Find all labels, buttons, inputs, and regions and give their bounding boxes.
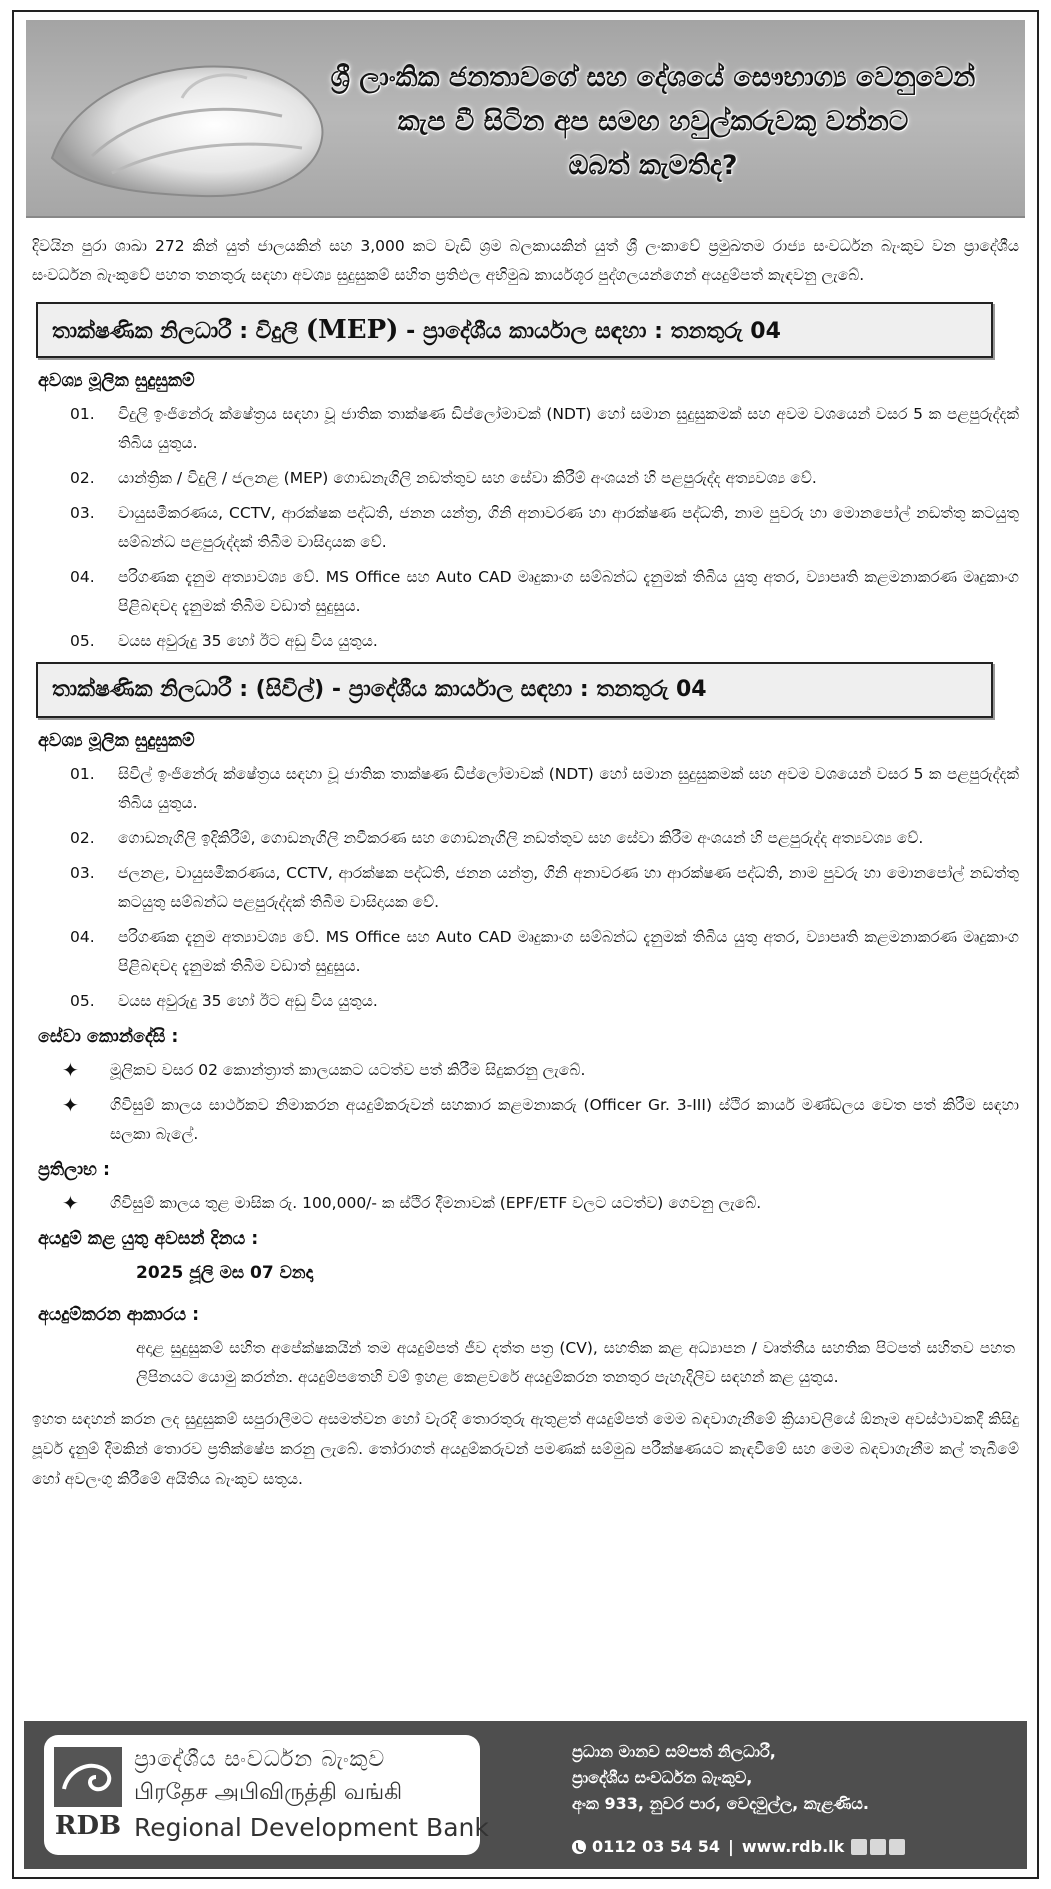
item-number: 01. — [70, 765, 95, 783]
item-text: වයස අවුරුදු 35 හෝ ඊට අඩු විය යුතුය. — [118, 992, 378, 1010]
header-banner — [26, 20, 1025, 218]
address-line-2: ප්‍රාදේශීය සංවර්ධන බැංකුව, — [572, 1768, 753, 1787]
list-item — [70, 499, 1019, 557]
job-title-civil: තාක්ෂණික නිලධාරී : (සිවිල්) - ප්‍රාදේශීය කාර්යාල සඳහා : තනතුරු 04 — [36, 662, 993, 718]
list-item — [70, 627, 1019, 656]
list-item — [62, 1189, 1019, 1218]
job2-requirements-label: අවශ්‍ය මූලික සුදුසුකම් — [38, 731, 195, 751]
youtube-icon[interactable] — [889, 1839, 905, 1855]
item-number: 03. — [70, 864, 95, 882]
phone-icon — [572, 1840, 586, 1854]
rdb-logo-mark — [54, 1747, 122, 1843]
item-text: ගිවිසුම් කාලය තුළ මාසික රු. 100,000/- ක ස්ථිර දීමනාවක් (EPF/ETF වලට යටත්ව) ගෙවනු ලැබේ. — [110, 1194, 762, 1212]
list-item — [70, 824, 1019, 853]
logo-text — [134, 1743, 489, 1847]
conch-shell-illustration — [32, 38, 332, 208]
list-item — [70, 987, 1019, 1016]
postal-address — [572, 1739, 869, 1817]
job1-title-latin: (MEP) — [305, 315, 399, 345]
job1-requirements-label: අවශ්‍ය මූලික සුදුසුකම් — [38, 371, 195, 391]
service-conditions-label: සේවා කොන්දේසි : — [38, 1027, 179, 1047]
logo-abbreviation: RDB — [54, 1811, 122, 1841]
list-item — [70, 464, 1019, 493]
item-text: පරිගණක දැනුම අත්‍යාවශ්‍ය වේ. MS Office සහ Auto CAD මෘදුකාංග සම්බන්ධ දැනුමක් තිබිය යුතු අතර, ව්‍යාපෘති කළමනාකරණ මෘදුකාංග පිළිබඳවද දැනුමක් තිබීම වඩාත් සුදුසුය. — [118, 568, 1019, 615]
item-number: 02. — [70, 829, 95, 847]
item-number: 03. — [70, 504, 95, 522]
job2-requirements-list — [70, 760, 1019, 1016]
benefits-label: ප්‍රතිලාභ : — [38, 1160, 111, 1180]
phone-number: 0112 03 54 54 — [592, 1837, 721, 1856]
list-item — [62, 1091, 1019, 1149]
item-number: 02. — [70, 469, 95, 487]
intro-paragraph: දිවයින පුරා ශාඛා 272 කින් යුත් ජාලයකින් සහ 3,000 කට වැඩි ශ්‍රම බලකායකින් යුත් ශ්‍රී ලංකාවේ ප්‍රමුඛතම රාජ්‍ය සංවර්ධන බැංකුව වන ප්‍රාදේශීය සංවර්ධන බැංකුවේ පහත තනතුරු සඳහා අවශ්‍ය සුදුසුකම් සහිත ප්‍රතිඵල අභිමුඛ කාර්යශූර පුද්ගලයන්ගෙන් අයදුම්පත් කැඳවනු ලැබේ. — [32, 237, 1019, 284]
banner-line-2: කැප වී සිටින අප සමඟ හවුල්කරුවකු වන්නට — [397, 106, 909, 137]
item-text: විදුලි ඉංජිනේරු ක්ෂේත්‍රය සඳහා වූ ජාතික තාක්ෂණ ඩිප්ලෝමාවක් (NDT) හෝ සමාන සුදුසුකමක් සහ අවම වශයෙන් වසර 5 ක පළපුරුද්දක් තිබිය යුතුය. — [118, 405, 1019, 452]
benefits-list — [62, 1189, 1019, 1218]
item-text: වයස අවුරුදු 35 හෝ ඊට අඩු විය යුතුය. — [118, 632, 378, 650]
logo-spiral-icon — [54, 1747, 122, 1807]
banner-headline — [303, 56, 1003, 188]
list-item — [70, 760, 1019, 818]
service-conditions-list — [62, 1056, 1019, 1149]
list-item — [70, 859, 1019, 917]
contact-line — [572, 1835, 905, 1859]
item-text: මූලිකව වසර 02 කොන්ත්‍රාත් කාලයකට යටත්ව පත් කිරීම සිදුකරනු ලැබේ. — [110, 1061, 586, 1079]
social-icons — [848, 1839, 905, 1855]
job1-requirements-list — [70, 400, 1019, 656]
item-number: 04. — [70, 928, 95, 946]
item-number: 01. — [70, 405, 95, 423]
job1-title-a: තාක්ෂණික නිලධාරී : විදුලි — [52, 319, 306, 344]
list-item — [62, 1056, 1019, 1085]
address-line-1: ප්‍රධාන මානව සම්පත් නිලධාරී, — [572, 1742, 776, 1761]
banner-line-1: ශ්‍රී ලාංකික ජනතාවගේ සහ දේශයේ සෞභාග්‍ය වෙනුවෙන් — [330, 62, 976, 93]
advertisement-frame — [12, 10, 1039, 1879]
item-text: සිවිල් ඉංජිනේරු ක්ෂේත්‍රය සඳහා වූ ජාතික තාක්ෂණ ඩිප්ලෝමාවක් (NDT) හෝ සමාන සුදුසුකමක් සහ අවම වශයෙන් වසර 5 ක පළපුරුද්දක් තිබිය යුතුය. — [118, 765, 1019, 812]
logo-name-sinhala: ප්‍රාදේශීය සංවර්ධන බැංකුව — [134, 1747, 386, 1772]
item-text: ගොඩනැගිලි ඉදිකිරීම්, ගොඩනැගිලි නවීකරණ සහ ගොඩනැගිලි නඩත්තුව සහ සේවා කිරීම අංශයන් හි පළපුරුද්ද අත්‍යවශ්‍ය වේ. — [118, 829, 924, 847]
closing-date-value: 2025 ජූලි මස 07 වනදා — [136, 1263, 314, 1283]
list-item — [70, 400, 1019, 458]
logo-name-english: Regional Development Bank — [134, 1813, 489, 1842]
item-number: 05. — [70, 632, 95, 650]
item-number: 05. — [70, 992, 95, 1010]
item-text: ජලනළ, වායුසමීකරණය, CCTV, ආරක්ෂක පද්ධති, ජනන යන්ත්‍ර, ගිනි අනාවරණ හා ආරක්ෂණ පද්ධති, නාම පුවරු හා මොනපෝල් නඩත්තු කටයුතු සම්බන්ධ පළපුරුද්දක් තිබීම වාසිදායක වේ. — [118, 864, 1019, 911]
item-text: පරිගණක දැනුම අත්‍යාවශ්‍ය වේ. MS Office සහ Auto CAD මෘදුකාංග සම්බන්ධ දැනුමක් තිබිය යුතු අතර, ව්‍යාපෘති කළමනාකරණ මෘදුකාංග පිළිබඳවද දැනුමක් තිබීම වඩාත් සුදුසුය. — [118, 928, 1019, 975]
application-method-text: අදාළ සුදුසුකම් සහිත අපේක්ෂකයින් තම අයදුම්පත් ජීව දත්ත පත්‍ර (CV), සහතික කළ අධ්‍යාපන / වෘත්තීය සහතික පිටපත් සහිතව පහත ලිපිනයට යොමු කරන්න. අයදුම්පතෙහි වම් ඉහළ කෙළවරේ අයදුම්කරන තනතුර පැහැදිලිව සඳහන් කළ යුතුය. — [136, 1339, 1015, 1386]
footer-bar — [24, 1721, 1027, 1869]
four-point-star-icon: ✦ — [62, 1093, 79, 1117]
item-text: ගිවිසුම් කාලය සාර්ථකව නිමාකරන අයදුම්කරුවන් සහකාර කළමනාකරු (Officer Gr. 3-III) ස්ථිර කාර්ය මණ්ඩලය වෙත පත් කිරීම සඳහා සලකා බැලේ. — [110, 1096, 1019, 1143]
job1-title-b: - ප්‍රාදේශීය කාර්යාල සඳහා : තනතුරු 04 — [398, 319, 781, 344]
address-line-3: අංක 933, නුවර පාර, වෙදමුල්ල, කැළණිය. — [572, 1794, 869, 1813]
website-link[interactable]: www.rdb.lk — [741, 1837, 845, 1856]
item-number: 04. — [70, 568, 95, 586]
application-method-label: අයදුම්කරන ආකාරය : — [38, 1305, 200, 1325]
rdb-logo — [44, 1735, 489, 1855]
facebook-icon[interactable] — [851, 1839, 867, 1855]
item-text: යාන්ත්‍රික / විදුලි / ජලනළ (MEP) ගොඩනැගිලි නඩත්තුව සහ සේවා කිරීම් අංශයන් හි පළපුරුද්ද අත්‍යවශ්‍ය වේ. — [118, 469, 817, 487]
four-point-star-icon: ✦ — [62, 1191, 79, 1215]
logo-name-tamil: பிரதேச அபிவிருத்தி வங்கி — [134, 1780, 403, 1805]
disclaimer-paragraph: ඉහත සඳහන් කරන ලද සුදුසුකම් සපුරාලීමට අසමත්වන හෝ වැරදි තොරතුරු ඇතුළත් අයදුම්පත් මෙම බඳවාගැනීමේ ක්‍රියාවලියේ ඕනෑම අවස්ථාවකදී කිසිදු පූර්ව දැනුම් දීමකින් තොරව ප්‍රතික්ෂේප කරනු ලැබේ. තෝරාගත් අයදුම්කරුවන් පමණක් සම්මුඛ පරීක්ෂණයට කැඳවීමේ සහ මෙම බඳවාගැනීම කල් තැබීමේ හෝ අවලංගු කිරීමේ අයිතිය බැංකුව සතුය. — [32, 1410, 1019, 1488]
banner-line-3: ඔබත් කැමතිද? — [568, 150, 738, 181]
list-item — [70, 563, 1019, 621]
separator: | — [728, 1837, 734, 1856]
closing-date-label: අයදුම් කළ යුතු අවසන් දිනය : — [38, 1229, 259, 1249]
job-title-electrical — [36, 302, 993, 358]
four-point-star-icon: ✦ — [62, 1058, 79, 1082]
item-text: වායුසමීකරණය, CCTV, ආරක්ෂක පද්ධති, ජනන යන්ත්‍ර, ගිනි අනාවරණ හා ආරක්ෂණ පද්ධති, නාම පුවරු හා මොනපෝල් නඩත්තු කටයුතු සම්බන්ධ පළපුරුද්දක් තිබීම වාසිදායක වේ. — [118, 504, 1019, 551]
twitter-icon[interactable] — [870, 1839, 886, 1855]
list-item — [70, 923, 1019, 981]
